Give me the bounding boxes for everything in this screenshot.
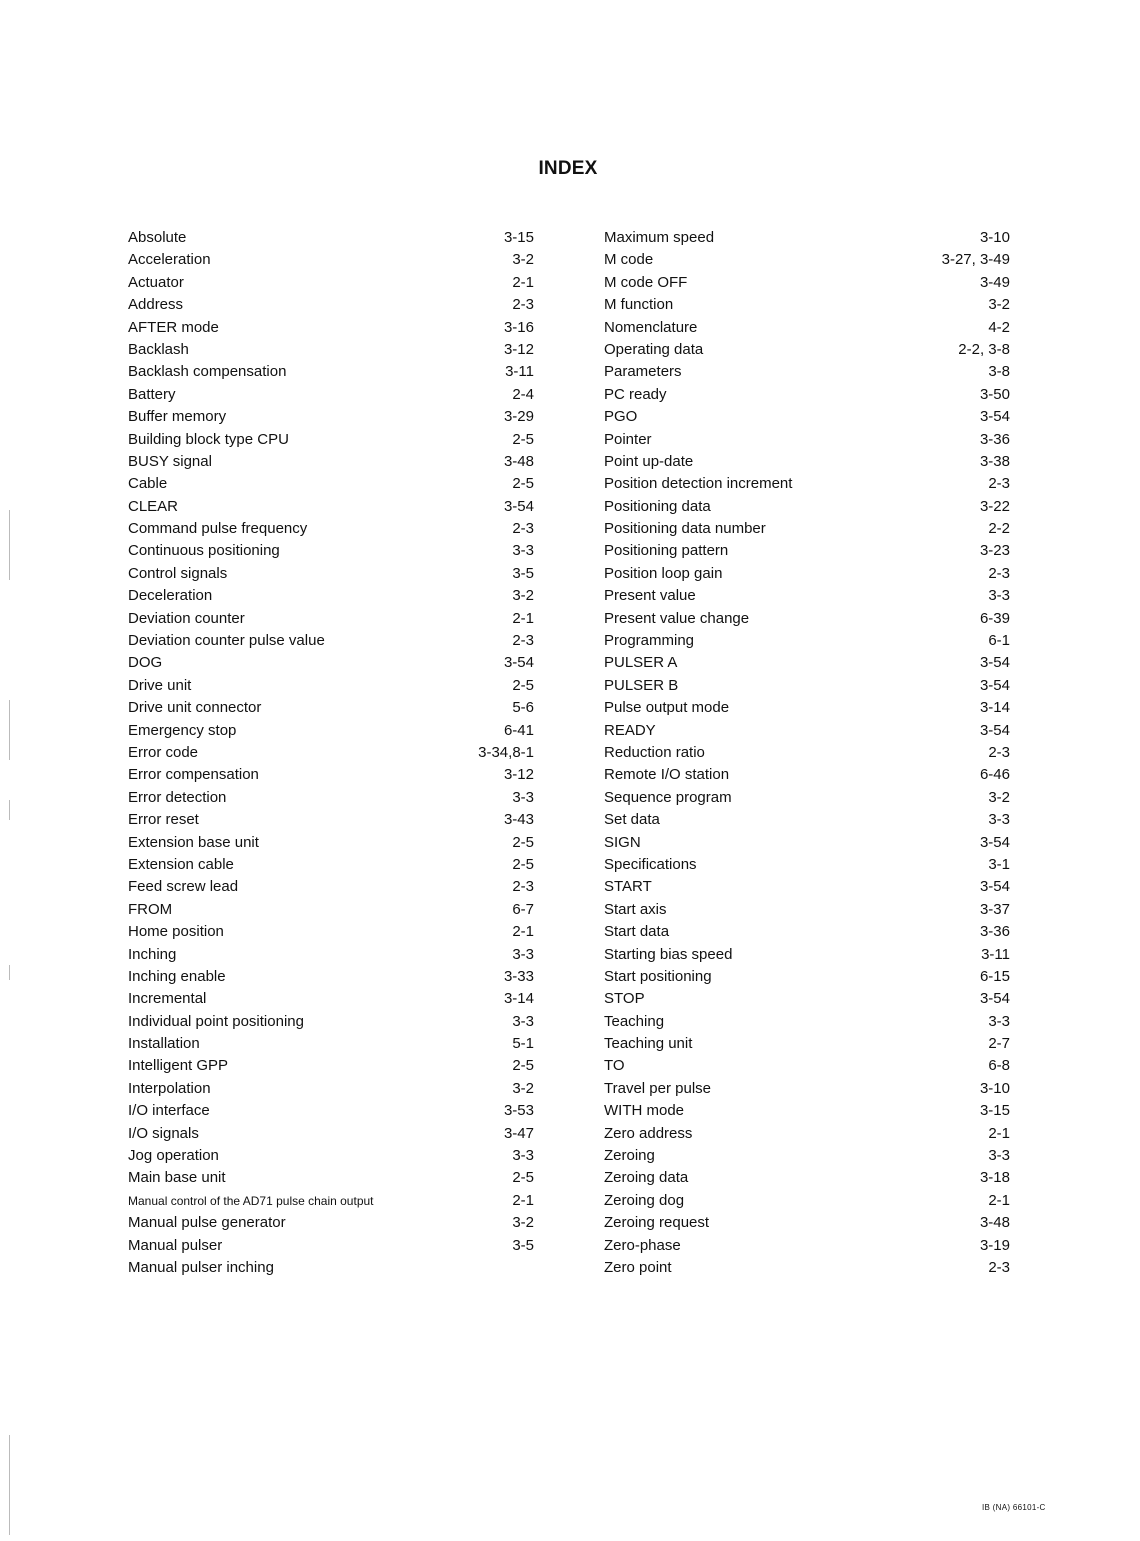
index-page-ref: 3-48 <box>503 452 534 470</box>
index-page-ref: 3-54 <box>979 721 1010 739</box>
index-entry <box>604 1033 1010 1055</box>
index-term: CLEAR <box>128 497 179 515</box>
index-term: Battery <box>128 385 176 403</box>
index-entry <box>604 585 1010 607</box>
index-page-ref: 3-2 <box>988 296 1010 314</box>
index-page-ref: 6-46 <box>979 766 1010 784</box>
index-term: Drive unit <box>128 676 192 694</box>
index-entry <box>128 854 534 876</box>
index-entry <box>128 585 534 607</box>
index-term: Manual control of the AD71 pulse chain output <box>128 1193 374 1208</box>
index-page-ref: 2-1 <box>512 1191 534 1209</box>
index-term: TO <box>604 1057 625 1075</box>
index-page-ref: 3-54 <box>979 654 1010 672</box>
index-page-ref: 6-7 <box>512 900 534 918</box>
index-entry <box>128 1190 534 1212</box>
index-entry <box>128 608 534 630</box>
index-entry <box>604 1123 1010 1145</box>
index-term: Set data <box>604 811 660 829</box>
index-term: Sequence program <box>604 788 732 806</box>
index-term: Manual pulser <box>128 1236 223 1254</box>
index-term: Deviation counter <box>128 609 245 627</box>
index-entry <box>128 764 534 786</box>
index-entry <box>604 899 1010 921</box>
index-entry <box>128 697 534 719</box>
index-page-ref: 3-5 <box>512 564 534 582</box>
index-column-left <box>128 227 534 1279</box>
index-term: Backlash <box>128 340 189 358</box>
index-term: Address <box>128 296 184 314</box>
margin-mark <box>9 510 10 580</box>
index-entry <box>128 652 534 674</box>
index-entry <box>128 966 534 988</box>
index-term: Deceleration <box>128 587 213 605</box>
index-page-ref: 6-41 <box>503 721 534 739</box>
index-entry <box>128 921 534 943</box>
index-entry <box>128 1078 534 1100</box>
index-term: Zeroing request <box>604 1214 710 1232</box>
index-entry <box>128 361 534 383</box>
index-page-ref: 3-15 <box>503 229 534 246</box>
index-page-ref: 2-1 <box>988 1124 1010 1142</box>
index-term: Inching enable <box>128 967 226 985</box>
index-entry <box>128 1033 534 1055</box>
index-entry <box>128 944 534 966</box>
index-page-ref: 3-54 <box>979 833 1010 851</box>
index-term: Cable <box>128 475 168 493</box>
index-entry <box>128 787 534 809</box>
index-page-ref: 2-3 <box>988 1258 1010 1276</box>
index-term: M code OFF <box>604 273 688 291</box>
index-term: Pointer <box>604 430 652 448</box>
index-entry <box>128 809 534 831</box>
index-term: Acceleration <box>128 251 211 269</box>
index-page-ref: 5-6 <box>512 699 534 717</box>
index-entry <box>128 384 534 406</box>
index-entry <box>128 563 534 585</box>
index-entry <box>128 742 534 764</box>
index-entry <box>604 876 1010 898</box>
index-entry <box>604 1100 1010 1122</box>
index-entry <box>604 361 1010 383</box>
index-entry <box>128 540 534 562</box>
index-term: Main base unit <box>128 1169 226 1187</box>
index-page-ref: 3-3 <box>512 1012 534 1030</box>
margin-mark <box>9 800 10 820</box>
index-term: M code <box>604 251 654 269</box>
index-term: Feed screw lead <box>128 878 239 896</box>
index-page-ref: 3-22 <box>979 497 1010 515</box>
index-term: Absolute <box>128 229 187 246</box>
index-term: Extension base unit <box>128 833 259 851</box>
index-entry <box>128 518 534 540</box>
index-term: Incremental <box>128 990 207 1008</box>
index-term: Positioning data <box>604 497 711 515</box>
index-page-ref: 3-36 <box>979 923 1010 941</box>
index-entry <box>128 1235 534 1257</box>
index-entry <box>128 1100 534 1122</box>
index-entry <box>604 988 1010 1010</box>
index-entry <box>604 1190 1010 1212</box>
index-page-ref: 3-2 <box>988 788 1010 806</box>
index-entry <box>604 473 1010 495</box>
index-entry <box>128 272 534 294</box>
index-term: Present value <box>604 587 696 605</box>
index-term: Extension cable <box>128 855 234 873</box>
index-page-ref: 3-10 <box>979 1079 1010 1097</box>
index-entry <box>604 294 1010 316</box>
index-term: Point up-date <box>604 452 694 470</box>
index-term: Zeroing dog <box>604 1191 685 1209</box>
index-page-ref: 2-5 <box>512 833 534 851</box>
index-entry <box>604 227 1010 249</box>
index-page-ref: 2-3 <box>988 564 1010 582</box>
index-page-ref: 2-3 <box>512 520 534 538</box>
index-page-ref: 2-3 <box>512 632 534 650</box>
index-page-ref: 3-14 <box>979 699 1010 717</box>
index-term: I/O interface <box>128 1102 210 1120</box>
index-page-ref: 2-2 <box>988 520 1010 538</box>
index-page-ref: 3-29 <box>503 408 534 426</box>
index-entry <box>128 1167 534 1189</box>
index-entry <box>604 1212 1010 1234</box>
index-entry <box>604 720 1010 742</box>
index-page-ref: 5-1 <box>512 1035 534 1053</box>
index-page-ref: 3-27, 3-49 <box>941 251 1010 269</box>
index-term: Deviation counter pulse value <box>128 632 325 650</box>
index-entry <box>128 339 534 361</box>
index-entry <box>604 921 1010 943</box>
index-term: Starting bias speed <box>604 945 733 963</box>
index-page-ref: 6-15 <box>979 967 1010 985</box>
index-term: Reduction ratio <box>604 743 705 761</box>
index-term: FROM <box>128 900 173 918</box>
index-entry <box>604 764 1010 786</box>
index-entry <box>604 630 1010 652</box>
index-term: Zero-phase <box>604 1236 681 1254</box>
index-term: Home position <box>128 923 224 941</box>
index-entry <box>128 675 534 697</box>
index-page-ref: 2-5 <box>512 475 534 493</box>
index-term: PC ready <box>604 385 667 403</box>
page-title: INDEX <box>538 158 598 179</box>
index-term: Backlash compensation <box>128 363 287 381</box>
index-page-ref: 2-4 <box>512 385 534 403</box>
index-page-ref: 3-3 <box>988 1012 1010 1030</box>
index-entry <box>604 608 1010 630</box>
index-term: PULSER A <box>604 654 678 672</box>
index-page-ref: 3-3 <box>988 587 1010 605</box>
index-entry <box>604 1055 1010 1077</box>
index-page-ref: 3-15 <box>979 1102 1010 1120</box>
index-entry <box>604 944 1010 966</box>
index-term: Nomenclature <box>604 318 698 336</box>
index-term: Jog operation <box>128 1147 219 1165</box>
index-page-ref: 3-14 <box>503 990 534 1008</box>
index-term: Control signals <box>128 564 228 582</box>
index-term: Start positioning <box>604 967 712 985</box>
index-entry <box>128 899 534 921</box>
index-page-ref: 3-12 <box>503 340 534 358</box>
index-page-ref: 6-39 <box>979 609 1010 627</box>
index-term: Intelligent GPP <box>128 1057 229 1075</box>
index-term: Actuator <box>128 273 184 291</box>
index-page-ref: 3-54 <box>979 990 1010 1008</box>
index-page-ref: 2-1 <box>512 273 534 291</box>
index-page-ref: 3-2 <box>512 1214 534 1232</box>
index-term: Pulse output mode <box>604 699 730 717</box>
index-column-right <box>604 227 1010 1279</box>
index-page-ref: 3-37 <box>979 900 1010 918</box>
index-page-ref: 3-23 <box>979 542 1010 560</box>
index-entry <box>128 876 534 898</box>
index-page-ref: 3-2 <box>512 251 534 269</box>
index-page-ref: 6-8 <box>988 1057 1010 1075</box>
index-page-ref: 2-1 <box>512 609 534 627</box>
index-entry <box>128 1011 534 1033</box>
index-term: Start data <box>604 923 670 941</box>
index-entry <box>604 249 1010 271</box>
index-term: WITH mode <box>604 1102 685 1120</box>
index-term: BUSY signal <box>128 452 212 470</box>
index-term: Start axis <box>604 900 667 918</box>
index-entry <box>604 339 1010 361</box>
index-entry <box>604 518 1010 540</box>
index-page-ref: 3-11 <box>505 363 534 381</box>
index-term: Error code <box>128 743 199 761</box>
index-entry <box>604 787 1010 809</box>
index-page-ref: 3-54 <box>979 878 1010 896</box>
index-term: SIGN <box>604 833 641 851</box>
index-entry <box>604 1167 1010 1189</box>
index-page-ref: 3-12 <box>503 766 534 784</box>
index-term: Error compensation <box>128 766 259 784</box>
index-entry <box>128 473 534 495</box>
index-entry <box>128 451 534 473</box>
margin-mark <box>9 965 10 980</box>
index-entry <box>604 451 1010 473</box>
index-term: Inching <box>128 945 177 963</box>
index-page-ref: 2-5 <box>512 855 534 873</box>
index-entry <box>604 384 1010 406</box>
index-page-ref: 3-16 <box>503 318 534 336</box>
index-page-ref: 3-2 <box>512 587 534 605</box>
index-term: Position loop gain <box>604 564 723 582</box>
index-page-ref: 3-3 <box>988 811 1010 829</box>
index-page-ref: 2-2, 3-8 <box>958 340 1010 358</box>
document-code: IB (NA) 66101-C <box>982 1503 1046 1512</box>
index-page-ref: 3-3 <box>512 1147 534 1165</box>
index-term: Error detection <box>128 788 227 806</box>
index-term: I/O signals <box>128 1124 199 1142</box>
index-page-ref: 3-33 <box>503 967 534 985</box>
index-term: Manual pulse generator <box>128 1214 286 1232</box>
index-page-ref: 2-1 <box>988 1191 1010 1209</box>
index-entry <box>128 227 534 249</box>
index-term: Maximum speed <box>604 229 715 246</box>
index-page-ref: 3-3 <box>512 945 534 963</box>
index-entry <box>604 429 1010 451</box>
index-entry <box>604 966 1010 988</box>
index-entry <box>604 1011 1010 1033</box>
index-page-ref: 3-34,8-1 <box>478 743 534 761</box>
index-entry <box>604 406 1010 428</box>
index-page-ref: 2-7 <box>988 1035 1010 1053</box>
index-term: Individual point positioning <box>128 1012 304 1030</box>
index-entry <box>604 1145 1010 1167</box>
index-page-ref: 2-1 <box>512 923 534 941</box>
index-page-ref: 3-36 <box>979 430 1010 448</box>
index-term: Travel per pulse <box>604 1079 711 1097</box>
index-page-ref: 2-5 <box>512 1057 534 1075</box>
index-page-ref: 3-3 <box>512 788 534 806</box>
margin-mark <box>9 1435 10 1535</box>
index-term: Zeroing <box>604 1147 655 1165</box>
index-page-ref: 3-2 <box>512 1079 534 1097</box>
index-page-ref: 3-48 <box>979 1214 1010 1232</box>
index-entry <box>604 540 1010 562</box>
index-entry <box>604 1257 1010 1279</box>
index-term: Teaching unit <box>604 1035 693 1053</box>
index-entry <box>604 563 1010 585</box>
index-term: Manual pulser inching <box>128 1258 274 1276</box>
index-page-ref: 4-2 <box>988 318 1010 336</box>
index-term: Building block type CPU <box>128 430 289 448</box>
index-term: STOP <box>604 990 645 1008</box>
index-page-ref: 3-54 <box>979 676 1010 694</box>
index-term: Teaching <box>604 1012 665 1030</box>
index-page-ref: 3-54 <box>979 408 1010 426</box>
index-page-ref: 2-5 <box>512 676 534 694</box>
index-entry <box>128 1145 534 1167</box>
index-entry <box>128 496 534 518</box>
index-term: READY <box>604 721 656 739</box>
index-term: AFTER mode <box>128 318 219 336</box>
index-term: Interpolation <box>128 1079 211 1097</box>
index-entry <box>128 1123 534 1145</box>
index-entry <box>128 406 534 428</box>
index-page-ref: 3-10 <box>979 229 1010 246</box>
index-term: PGO <box>604 408 638 426</box>
index-term: Zeroing data <box>604 1169 689 1187</box>
index-entry <box>604 1078 1010 1100</box>
index-page-ref: 3-3 <box>512 542 534 560</box>
index-entry <box>604 317 1010 339</box>
index-page-ref: 3-38 <box>979 452 1010 470</box>
index-entry <box>604 742 1010 764</box>
index-page-ref: 3-54 <box>503 654 534 672</box>
index-term: Zero point <box>604 1258 672 1276</box>
index-term: Emergency stop <box>128 721 237 739</box>
index-entry <box>128 429 534 451</box>
index-term: Error reset <box>128 811 199 829</box>
index-term: Specifications <box>604 855 697 873</box>
index-term: Parameters <box>604 363 682 381</box>
index-page-ref: 3-43 <box>503 811 534 829</box>
index-term: Drive unit connector <box>128 699 262 717</box>
index-page-ref: 2-3 <box>512 296 534 314</box>
index-page-ref: 6-1 <box>988 632 1010 650</box>
index-term: Position detection increment <box>604 475 793 493</box>
index-page-ref: 2-5 <box>512 430 534 448</box>
index-entry <box>128 317 534 339</box>
index-page-ref: 3-8 <box>988 363 1010 381</box>
index-page-ref: 3-50 <box>979 385 1010 403</box>
index-entry <box>128 1257 534 1279</box>
index-term: Installation <box>128 1035 200 1053</box>
index-entry <box>128 988 534 1010</box>
index-page-ref: 3-1 <box>988 855 1010 873</box>
index-term: Positioning data number <box>604 520 766 538</box>
index-entry <box>128 249 534 271</box>
index-entry <box>128 630 534 652</box>
margin-mark <box>9 700 10 760</box>
index-entry <box>604 809 1010 831</box>
index-page-ref: 2-3 <box>988 743 1010 761</box>
index-page-ref: 3-53 <box>503 1102 534 1120</box>
index-entry <box>604 675 1010 697</box>
index-entry <box>604 1235 1010 1257</box>
index-term: Continuous positioning <box>128 542 280 560</box>
index-term: Zero address <box>604 1124 693 1142</box>
index-term: Remote I/O station <box>604 766 730 784</box>
margin-binding-marks <box>9 500 11 1540</box>
index-term: Positioning pattern <box>604 542 729 560</box>
index-entry <box>128 832 534 854</box>
index-page-ref: 3-54 <box>503 497 534 515</box>
index-page-ref: 3-3 <box>988 1147 1010 1165</box>
index-term: Operating data <box>604 340 704 358</box>
index-entry <box>128 1055 534 1077</box>
index-term: Command pulse frequency <box>128 520 308 538</box>
index-entry <box>604 854 1010 876</box>
index-term: START <box>604 878 652 896</box>
index-page-ref: 3-19 <box>979 1236 1010 1254</box>
index-entry <box>128 1212 534 1234</box>
index-entry <box>128 294 534 316</box>
index-page-ref: 3-18 <box>979 1169 1010 1187</box>
index-entry <box>604 652 1010 674</box>
index-page-ref: 3-5 <box>512 1236 534 1254</box>
index-page-ref: 3-11 <box>981 945 1010 963</box>
index-entry <box>128 720 534 742</box>
index-entry <box>604 697 1010 719</box>
index-term: DOG <box>128 654 163 672</box>
index-page-ref: 3-49 <box>979 273 1010 291</box>
index-term: M function <box>604 296 674 314</box>
index-page-ref: 2-3 <box>512 878 534 896</box>
index-page-ref: 2-3 <box>988 475 1010 493</box>
index-page-ref: 3-47 <box>503 1124 534 1142</box>
index-term: PULSER B <box>604 676 679 694</box>
index-entry <box>604 272 1010 294</box>
index-term: Present value change <box>604 609 750 627</box>
index-entry <box>604 832 1010 854</box>
index-page-ref: 2-5 <box>512 1169 534 1187</box>
index-term: Programming <box>604 632 695 650</box>
index-term: Buffer memory <box>128 408 227 426</box>
index-entry <box>604 496 1010 518</box>
